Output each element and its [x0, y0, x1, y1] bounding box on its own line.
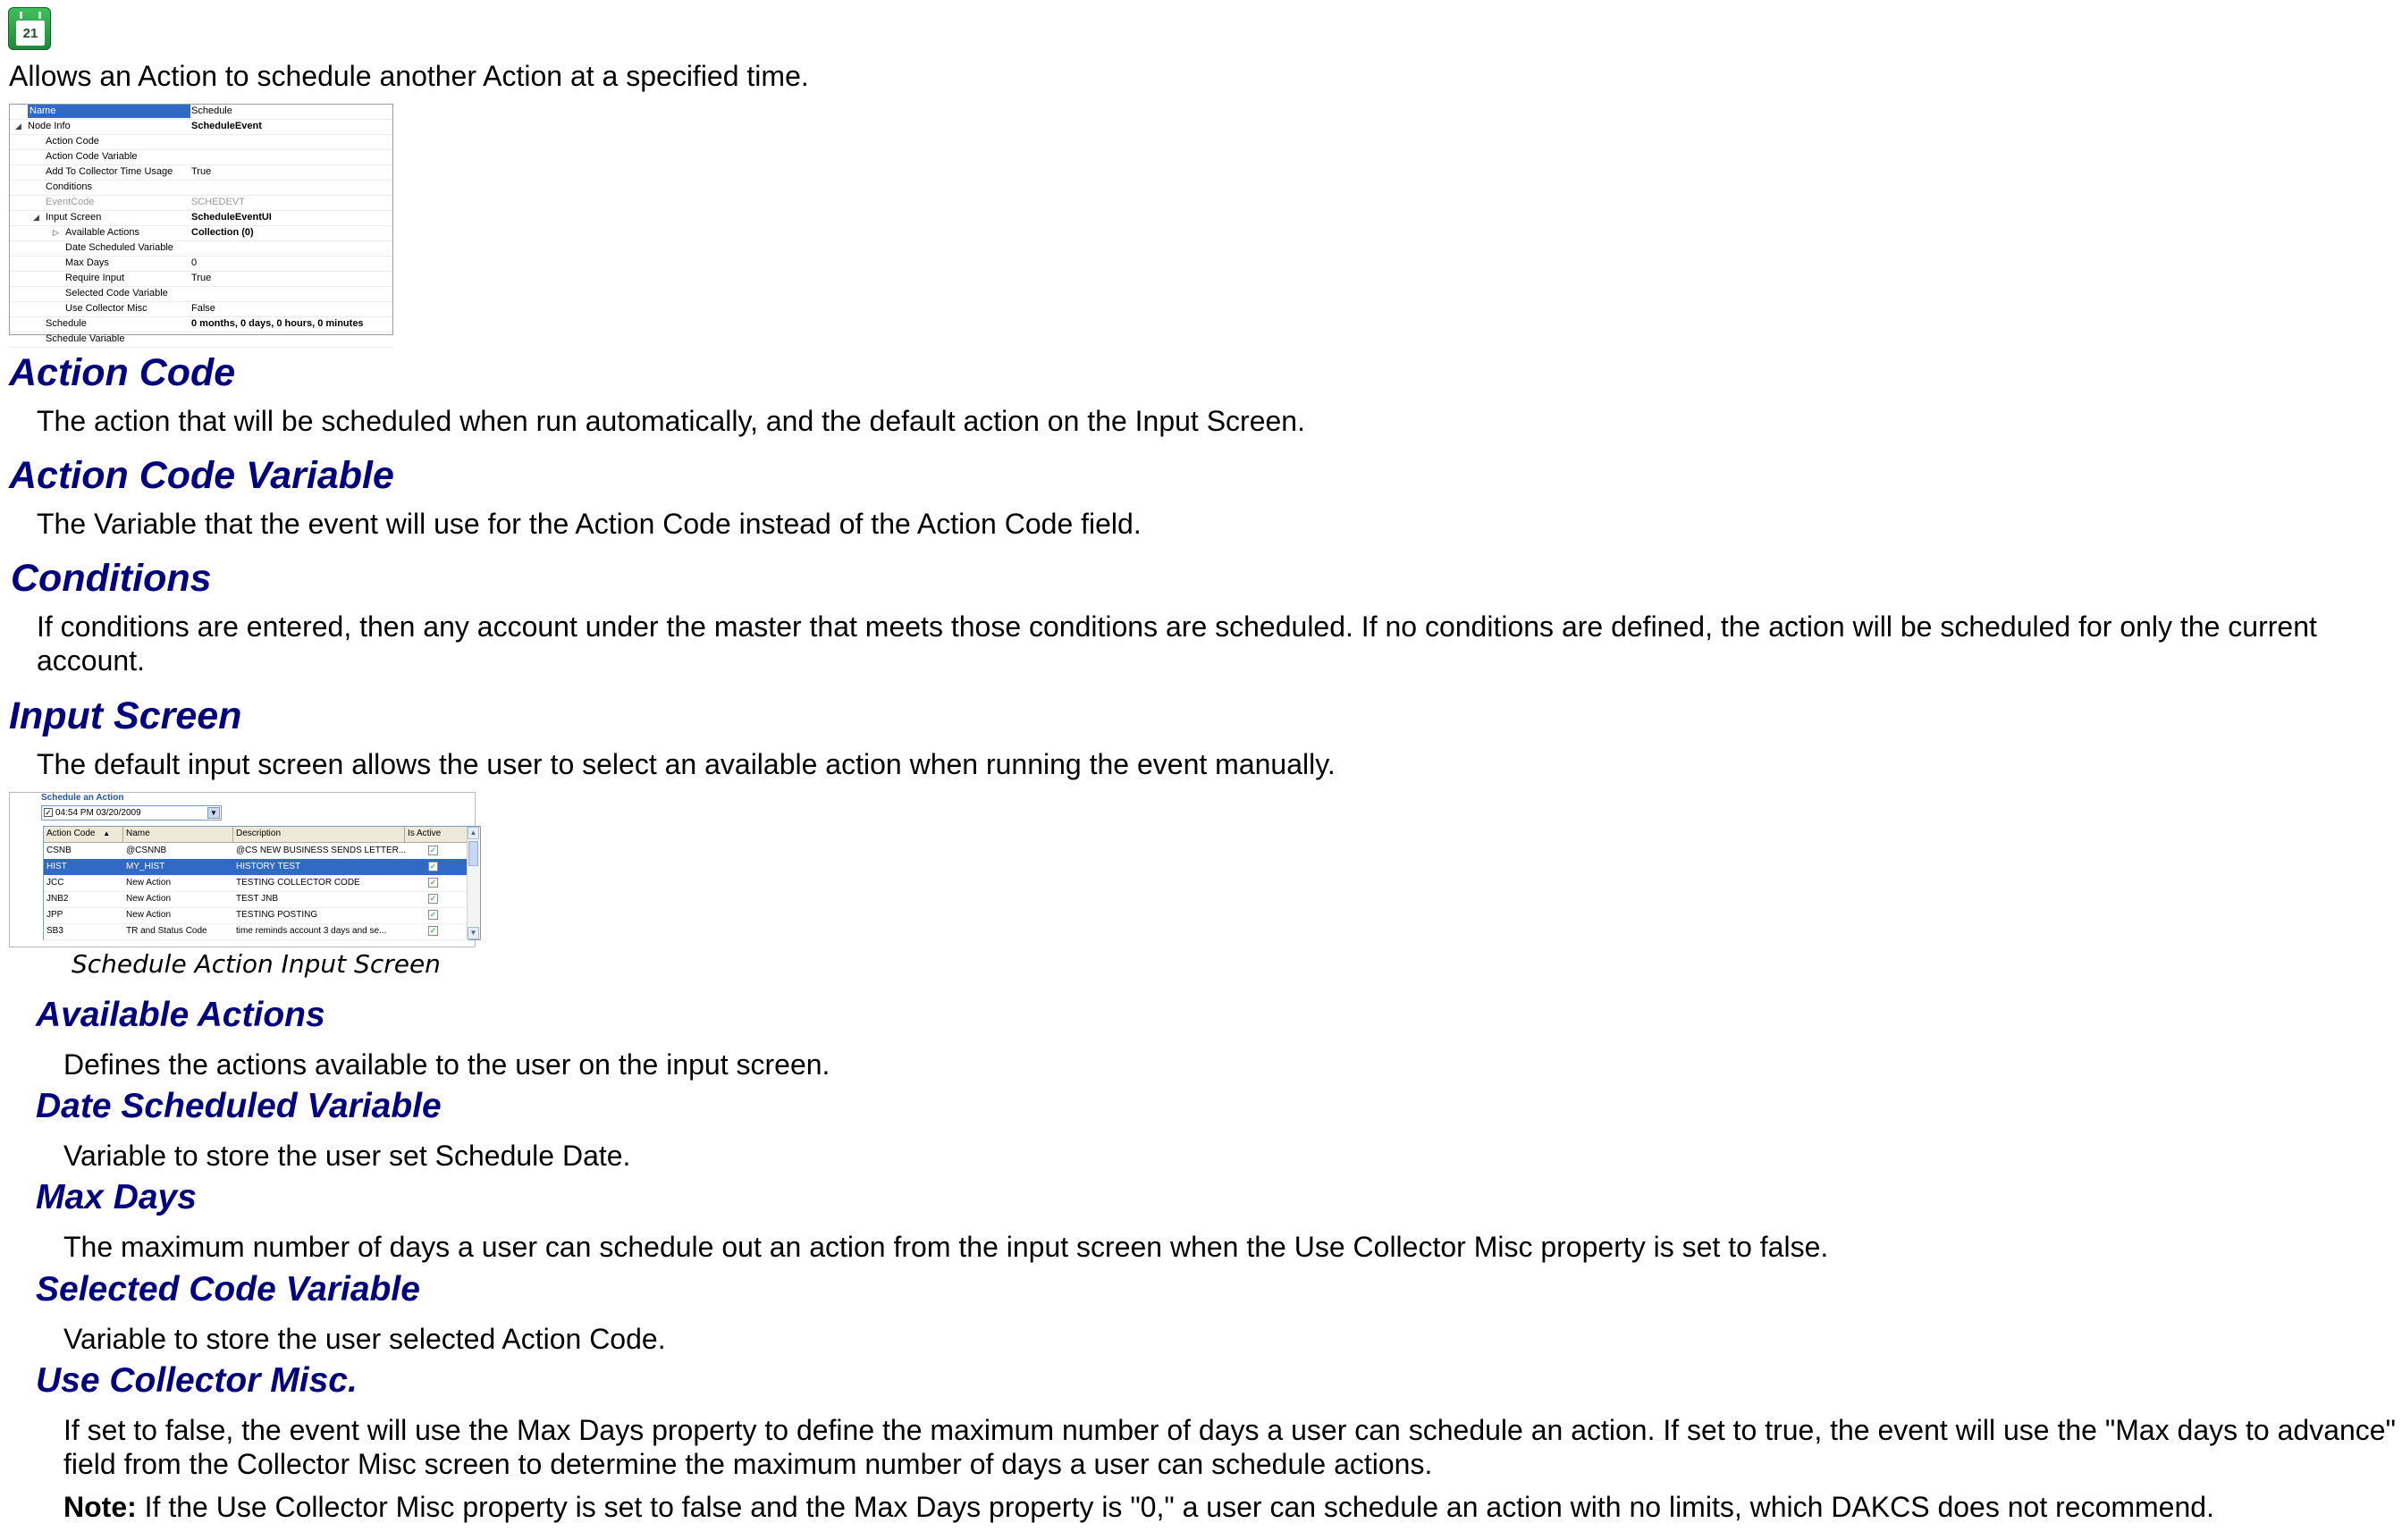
property-row[interactable] — [10, 241, 392, 257]
schedule-datetime-picker[interactable] — [41, 805, 222, 820]
cell-name: New Action — [126, 878, 172, 888]
note-label: Note: — [63, 1491, 137, 1523]
cell-code: JCC — [46, 878, 64, 888]
table-row[interactable] — [44, 891, 468, 908]
cell-code: CSNB — [46, 846, 72, 855]
heading-available-actions: Available Actions — [36, 996, 325, 1034]
selected-code-variable-description: Variable to store the user selected Action Code. — [63, 1323, 666, 1355]
collapse-arrow-icon[interactable]: ◢ — [33, 213, 39, 222]
property-name: Add To Collector Time Usage — [46, 166, 173, 177]
property-value: 0 — [191, 257, 198, 268]
table-row[interactable] — [44, 923, 468, 940]
property-name: Use Collector Misc — [65, 303, 147, 314]
available-actions-description: Defines the actions available to the user on the input screen. — [63, 1048, 830, 1081]
column-header-action-code[interactable]: Action Code ▲ — [44, 827, 123, 842]
property-name: Action Code — [46, 136, 99, 147]
vertical-scrollbar[interactable] — [467, 827, 480, 939]
scroll-down-icon[interactable]: ▼ — [468, 927, 479, 939]
use-collector-misc-description: If set to false, the event will use the Max Days property to define the maximum number of days a user can schedule an action. If set to true, the event will use the "Max days to advance" field from the Collector Misc screen to determine the maximum number of days a user can schedule actions. — [63, 1414, 2396, 1480]
property-name: Conditions — [46, 181, 92, 192]
property-name: Schedule — [46, 318, 87, 329]
cell-description: @CS NEW BUSINESS SENDS LETTER... — [236, 846, 407, 855]
property-row[interactable] — [10, 135, 392, 150]
calendar-icon: 21 — [8, 7, 51, 50]
cell-code: SB3 — [46, 926, 63, 936]
is-active-checkbox[interactable]: ✓ — [429, 894, 437, 903]
property-value: Schedule — [191, 105, 232, 116]
date-scheduled-variable-description: Variable to store the user set Schedule Date. — [63, 1140, 631, 1172]
table-row[interactable] — [44, 843, 468, 860]
heading-selected-code-variable: Selected Code Variable — [36, 1270, 420, 1309]
actions-table — [43, 826, 481, 940]
property-row[interactable] — [10, 150, 392, 165]
property-name: Node Info — [28, 121, 71, 131]
property-value: ScheduleEvent — [191, 121, 262, 131]
cell-name: New Action — [126, 894, 172, 904]
property-row[interactable] — [10, 211, 392, 226]
cell-description: HISTORY TEST — [236, 862, 301, 871]
property-row[interactable] — [10, 302, 392, 317]
is-active-checkbox[interactable]: ✓ — [429, 862, 437, 871]
expand-arrow-icon[interactable]: ▷ — [53, 228, 59, 237]
actions-table-header — [44, 827, 468, 843]
property-name: Input Screen — [46, 212, 102, 223]
property-name: Max Days — [65, 257, 109, 268]
collapse-arrow-icon[interactable]: ◢ — [15, 122, 21, 130]
action-code-variable-description: The Variable that the event will use for the Action Code instead of the Action Code field. — [37, 508, 1142, 540]
note-paragraph — [63, 1490, 2214, 1524]
note-text: If the Use Collector Misc property is set to false and the Max Days property is "0," a user can schedule an action with no limits, which DAKCS does not recommend. — [136, 1491, 2214, 1523]
property-name: Available Actions — [65, 227, 139, 238]
column-header-is-active[interactable]: Is Active — [405, 827, 468, 842]
property-value: False — [191, 303, 215, 314]
property-row[interactable] — [10, 332, 392, 348]
cell-name: MY_HIST — [126, 862, 165, 871]
screenshot-caption: Schedule Action Input Screen — [72, 949, 441, 979]
property-name: Schedule Variable — [46, 333, 125, 344]
property-grid — [9, 104, 393, 344]
cell-code: HIST — [46, 862, 67, 871]
property-row[interactable] — [10, 196, 392, 211]
property-value: True — [191, 273, 212, 283]
property-name: Selected Code Variable — [65, 288, 168, 299]
heading-conditions: Conditions — [11, 557, 212, 600]
action-code-description: The action that will be scheduled when run automatically, and the default action on the Input Screen. — [37, 405, 1305, 437]
is-active-checkbox[interactable]: ✓ — [429, 910, 437, 919]
property-row[interactable] — [10, 317, 392, 332]
property-row[interactable] — [10, 272, 392, 287]
cell-name: @CSNNB — [126, 846, 167, 855]
cell-code: JPP — [46, 910, 63, 920]
cell-code: JNB2 — [46, 894, 69, 904]
is-active-checkbox[interactable]: ✓ — [429, 878, 437, 887]
heading-action-code: Action Code — [9, 351, 236, 394]
property-name: EventCode — [46, 197, 95, 207]
max-days-description: The maximum number of days a user can schedule out an action from the input screen when the Use Collector Misc property is set to false. — [63, 1231, 1829, 1263]
property-row[interactable] — [10, 120, 392, 135]
property-name: Require Input — [65, 273, 125, 283]
heading-use-collector-misc: Use Collector Misc. — [36, 1361, 358, 1400]
conditions-description: If conditions are entered, then any account under the master that meets those conditions are scheduled. If no conditions are defined, the action will be scheduled for only the current account. — [37, 610, 2317, 677]
property-value: SCHEDEVT — [191, 197, 245, 207]
input-screen-description: The default input screen allows the user to select an available action when running the event manually. — [37, 748, 1336, 780]
heading-date-scheduled-variable: Date Scheduled Variable — [36, 1087, 442, 1125]
table-row[interactable] — [44, 859, 468, 876]
property-row[interactable] — [10, 181, 392, 196]
property-row[interactable] — [10, 257, 392, 272]
property-value: ScheduleEventUI — [191, 212, 272, 223]
table-row[interactable] — [44, 907, 468, 924]
datetime-checkbox[interactable]: ✓ — [45, 808, 52, 817]
property-name: Name — [28, 105, 190, 118]
property-name: Date Scheduled Variable — [65, 242, 173, 253]
property-value: Collection (0) — [191, 227, 254, 238]
property-value: True — [191, 166, 212, 177]
column-header-name[interactable]: Name — [123, 827, 233, 842]
table-row[interactable] — [44, 875, 468, 892]
cell-description: TEST JNB — [236, 894, 279, 904]
chevron-down-icon[interactable]: ▼ — [207, 807, 220, 819]
is-active-checkbox[interactable]: ✓ — [429, 846, 437, 854]
schedule-action-title: Schedule an Action — [41, 793, 124, 803]
cell-description: TESTING POSTING — [236, 910, 318, 920]
property-row[interactable] — [10, 287, 392, 302]
property-name: Action Code Variable — [46, 151, 138, 162]
scroll-thumb[interactable] — [468, 841, 478, 866]
intro-text: Allows an Action to schedule another Action at a specified time. — [9, 60, 809, 92]
cell-name: TR and Status Code — [126, 926, 207, 936]
datetime-value: 04:54 PM 03/20/2009 — [55, 808, 141, 818]
cell-name: New Action — [126, 910, 172, 920]
heading-input-screen: Input Screen — [9, 694, 242, 737]
property-row[interactable] — [10, 165, 392, 181]
cell-description: TESTING COLLECTOR CODE — [236, 878, 360, 888]
heading-max-days: Max Days — [36, 1178, 197, 1216]
is-active-checkbox[interactable]: ✓ — [429, 926, 437, 935]
sort-ascending-icon: ▲ — [103, 829, 111, 837]
scroll-up-icon[interactable]: ▲ — [468, 827, 479, 839]
property-value: 0 months, 0 days, 0 hours, 0 minutes — [191, 318, 364, 329]
property-row[interactable] — [10, 105, 392, 120]
cell-description: time reminds account 3 days and se... — [236, 926, 387, 936]
heading-action-code-variable: Action Code Variable — [9, 454, 394, 497]
column-header-description[interactable]: Description — [233, 827, 405, 842]
schedule-action-screenshot — [9, 792, 476, 947]
property-row[interactable] — [10, 226, 392, 241]
